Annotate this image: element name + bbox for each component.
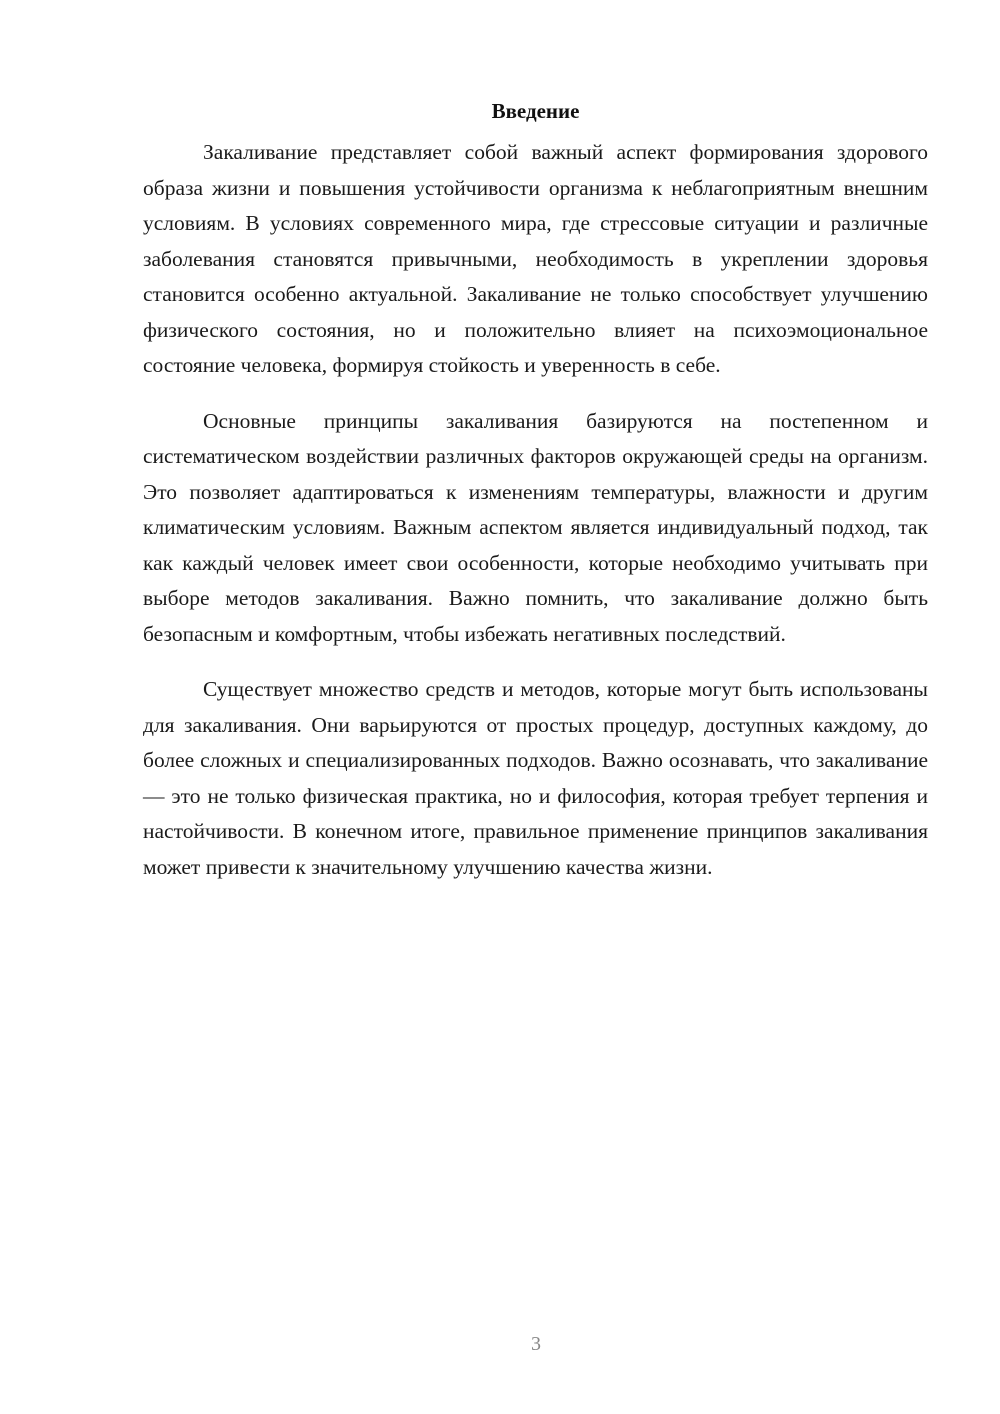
paragraph-1: Закаливание представляет собой важный аспект формирования здорового образа жизни и повышения устойчивости организма к неблагоприятным внешним условиям. В условиях современного мира, где стрессовые ситуации и различные заболевания становятся привычными, необходимость в укреплении здоровья становится особенно актуальной. Закаливание не только способствует улучшению физического состояния, но и положительно влияет на психоэмоциональное состояние человека, формируя стойкость и уверенность в себе.	[143, 140, 928, 377]
page-number: 3	[531, 1333, 541, 1355]
paragraph-3: Существует множество средств и методов, которые могут быть использованы для закаливания. Они варьируются от простых процедур, доступных каждому, до более сложных и специализированных подходов. Важно осознавать, что закаливание — это не только физическая практика, но и философия, которая требует терпения и настойчивости. В конечном итоге, правильное применение принципов закаливания может привести к значительному улучшению качества жизни.	[143, 677, 928, 879]
section-heading: Введение	[491, 99, 580, 123]
document-body	[143, 97, 928, 905]
paragraph-2: Основные принципы закаливания базируются на постепенном и систематическом воздействии различных факторов окружающей среды на организм. Это позволяет адаптироваться к изменениям температуры, влажности и другим климатическим условиям. Важным аспектом является индивидуальный подход, так как каждый человек имеет свои особенности, которые необходимо учитывать при выборе методов закаливания. Важно помнить, что закаливание должно быть безопасным и комфортным, чтобы избежать негативных последствий.	[143, 408, 928, 646]
